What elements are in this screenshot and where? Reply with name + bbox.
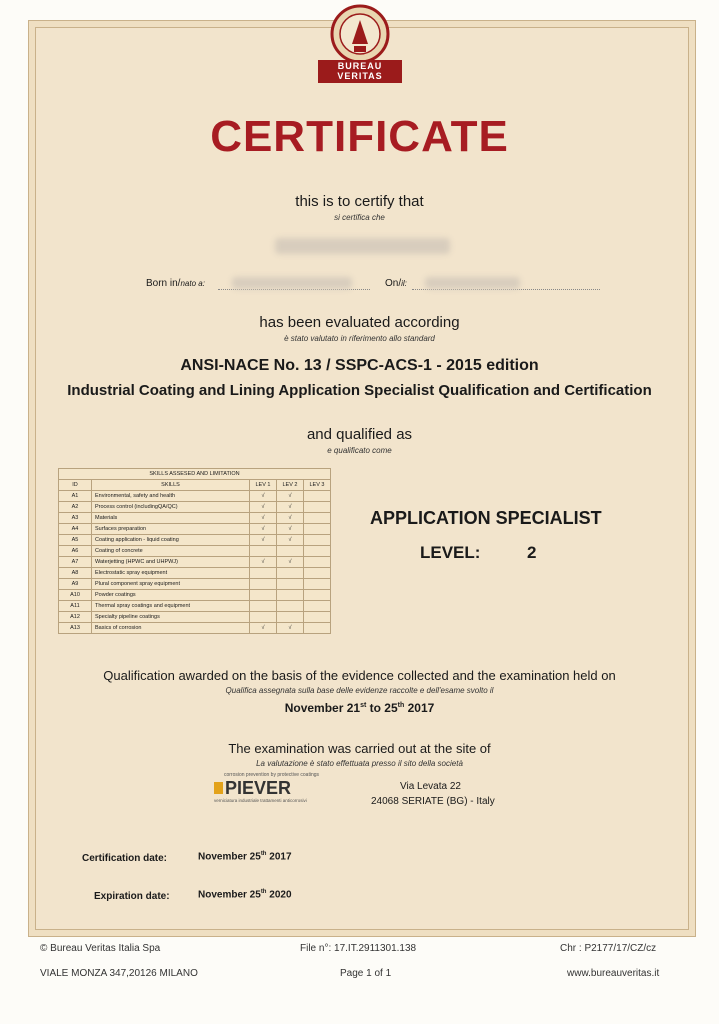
skill-name: Basics of corrosion bbox=[92, 623, 250, 634]
skill-id: A6 bbox=[59, 546, 92, 557]
skill-level-check: √ bbox=[250, 502, 277, 513]
level-label: LEVEL: bbox=[420, 543, 481, 562]
skill-level-check bbox=[304, 535, 331, 546]
skill-level-check bbox=[304, 601, 331, 612]
skill-name: Environmental, safety and health bbox=[92, 491, 250, 502]
skill-name: Process control (includingQA/QC) bbox=[92, 502, 250, 513]
qualified-text-italian: e qualificato come bbox=[327, 446, 392, 455]
evaluated-text: has been evaluated according bbox=[259, 314, 460, 331]
birthplace-redacted bbox=[232, 277, 352, 289]
skills-header-cell: LEV 1 bbox=[250, 480, 277, 491]
skill-level-check bbox=[277, 568, 304, 579]
bureau-veritas-logo bbox=[318, 60, 402, 83]
skill-id: A11 bbox=[59, 601, 92, 612]
skill-id: A8 bbox=[59, 568, 92, 579]
skill-level-check bbox=[250, 590, 277, 601]
skills-header-cell: SKILLS bbox=[92, 480, 250, 491]
holder-name-redacted bbox=[275, 238, 450, 254]
evaluated-text-italian: è stato valutato in riferimento allo standard bbox=[284, 334, 435, 343]
exam-dates-start: November 21 bbox=[284, 701, 361, 715]
skill-level-check bbox=[250, 546, 277, 557]
skill-name: Powder coatings bbox=[92, 590, 250, 601]
skill-level-check bbox=[250, 579, 277, 590]
skill-name: Electrostatic spray equipment bbox=[92, 568, 250, 579]
skill-level-check: √ bbox=[250, 557, 277, 568]
footer-file-number: File n°: 17.IT.2911301.138 bbox=[300, 943, 417, 954]
skill-level-check: √ bbox=[277, 502, 304, 513]
skill-name: Coating application - liquid coating bbox=[92, 535, 250, 546]
skill-level-check bbox=[304, 513, 331, 524]
skill-level-check: √ bbox=[277, 623, 304, 634]
skill-id: A13 bbox=[59, 623, 92, 634]
skill-level-check bbox=[250, 612, 277, 623]
skill-level-check bbox=[277, 590, 304, 601]
skill-id: A7 bbox=[59, 557, 92, 568]
skill-id: A12 bbox=[59, 612, 92, 623]
standard-title: Industrial Coating and Lining Application Specialist Qualification and Certification bbox=[67, 382, 652, 399]
footer-page: Page 1 of 1 bbox=[340, 968, 392, 979]
standard-code: ANSI-NACE No. 13 / SSPC-ACS-1 - 2015 edition bbox=[180, 357, 539, 374]
piever-subtitle: verniciatura industriale trattamenti anticorrosivi bbox=[214, 798, 307, 803]
born-line bbox=[218, 289, 370, 290]
skills-header-cell: ID bbox=[59, 480, 92, 491]
on-label-italian: il: bbox=[401, 279, 407, 288]
skill-level-check: √ bbox=[277, 557, 304, 568]
skill-id: A10 bbox=[59, 590, 92, 601]
skill-level-check bbox=[304, 590, 331, 601]
skill-id: A5 bbox=[59, 535, 92, 546]
skill-level-check bbox=[277, 546, 304, 557]
piever-name: PIEVER bbox=[225, 778, 292, 798]
skill-level-check: √ bbox=[277, 524, 304, 535]
skill-level-check bbox=[304, 612, 331, 623]
footer-chr: Chr : P2177/17/CZ/cz bbox=[560, 943, 657, 954]
skill-name: Surfaces preparation bbox=[92, 524, 250, 535]
cert-date-sup: th bbox=[260, 851, 267, 857]
certificate-title: CERTIFICATE bbox=[210, 112, 509, 161]
skills-row bbox=[59, 535, 331, 546]
skill-level-check bbox=[277, 612, 304, 623]
piever-mark-icon bbox=[214, 782, 223, 794]
footer-address: VIALE MONZA 347,20126 MILANO bbox=[40, 968, 198, 979]
skill-name: Coating of concrete bbox=[92, 546, 250, 557]
skills-table-caption: SKILLS ASSESED AND LIMITATION bbox=[59, 469, 331, 480]
site-address-line1: Via Levata 22 bbox=[400, 781, 461, 792]
skill-level-check: √ bbox=[277, 491, 304, 502]
exp-date-post: 2020 bbox=[266, 889, 292, 901]
skills-row bbox=[59, 568, 331, 579]
skills-row bbox=[59, 546, 331, 557]
skill-name: Plural component spray equipment bbox=[92, 579, 250, 590]
skill-id: A3 bbox=[59, 513, 92, 524]
skill-id: A4 bbox=[59, 524, 92, 535]
cert-date-label: Certification date: bbox=[82, 853, 168, 864]
skill-level-check bbox=[304, 579, 331, 590]
skill-name: Specialty pipeline coatings bbox=[92, 612, 250, 623]
skills-header-cell: LEV 2 bbox=[277, 480, 304, 491]
piever-tagline: corrosion prevention by protective coatings bbox=[223, 772, 320, 778]
skill-level-check: √ bbox=[250, 524, 277, 535]
certify-text-italian: si certifica che bbox=[334, 213, 385, 222]
on-label-text: On/ bbox=[385, 278, 402, 289]
on-label bbox=[385, 278, 407, 289]
skill-level-check bbox=[277, 579, 304, 590]
skill-level-check: √ bbox=[277, 535, 304, 546]
certify-text: this is to certify that bbox=[295, 193, 424, 210]
skill-level-check bbox=[304, 502, 331, 513]
award-text: Qualification awarded on the basis of the evidence collected and the examination held on bbox=[103, 668, 616, 683]
birthdate-redacted bbox=[425, 277, 520, 289]
on-line bbox=[412, 289, 600, 290]
qualified-text: and qualified as bbox=[306, 426, 413, 443]
skills-row bbox=[59, 623, 331, 634]
exam-dates-end: 2017 bbox=[404, 701, 435, 715]
skill-name: Thermal spray coatings and equipment bbox=[92, 601, 250, 612]
award-text-italian: Qualifica assegnata sulla base delle evidenze raccolte e dell'esame svolto il bbox=[225, 686, 494, 695]
skill-name: Materials bbox=[92, 513, 250, 524]
skill-level-check: √ bbox=[250, 491, 277, 502]
skill-level-check bbox=[304, 491, 331, 502]
skill-level-check bbox=[250, 568, 277, 579]
cert-date-post: 2017 bbox=[266, 851, 292, 863]
site-text-italian: La valutazione è stato effettuata presso il sito della società bbox=[256, 759, 463, 768]
skill-level-check: √ bbox=[250, 535, 277, 546]
skill-id: A1 bbox=[59, 491, 92, 502]
skills-row bbox=[59, 513, 331, 524]
exam-dates-mid: to 25 bbox=[366, 701, 398, 715]
born-label bbox=[146, 278, 205, 289]
qualification-title: APPLICATION SPECIALIST bbox=[370, 508, 602, 528]
skill-name: Waterjetting (HPWC and UHPWJ) bbox=[92, 557, 250, 568]
skill-id: A2 bbox=[59, 502, 92, 513]
skill-level-check bbox=[304, 557, 331, 568]
skills-row bbox=[59, 612, 331, 623]
site-address-line2: 24068 SERIATE (BG) - Italy bbox=[371, 796, 495, 807]
skills-table bbox=[58, 468, 331, 634]
skills-row bbox=[59, 579, 331, 590]
footer-url[interactable]: www.bureauveritas.it bbox=[567, 968, 660, 979]
level-value: 2 bbox=[527, 543, 537, 562]
exam-dates bbox=[0, 701, 719, 715]
skills-row bbox=[59, 601, 331, 612]
exam-dates-sup1: st bbox=[360, 702, 367, 709]
exp-date-value bbox=[198, 889, 292, 900]
born-label-text: Born in/ bbox=[146, 278, 181, 289]
skills-header-row bbox=[59, 480, 331, 491]
born-label-italian: nato a: bbox=[180, 279, 205, 288]
cert-date-value bbox=[198, 851, 292, 862]
exp-date-sup: th bbox=[260, 889, 267, 895]
skill-level-check bbox=[304, 524, 331, 535]
skill-level-check bbox=[304, 568, 331, 579]
skills-header-cell: LEV 3 bbox=[304, 480, 331, 491]
exp-date-label: Expiration date: bbox=[94, 891, 170, 902]
skill-level-check: √ bbox=[250, 513, 277, 524]
skill-level-check: √ bbox=[277, 513, 304, 524]
skills-row bbox=[59, 491, 331, 502]
skill-level-check bbox=[304, 546, 331, 557]
skill-level-check: √ bbox=[250, 623, 277, 634]
skills-row bbox=[59, 502, 331, 513]
site-text: The examination was carried out at the site of bbox=[228, 741, 491, 756]
footer-company: © Bureau Veritas Italia Spa bbox=[40, 943, 161, 954]
cert-date-pre: November 25 bbox=[198, 851, 261, 863]
skills-row bbox=[59, 590, 331, 601]
skill-id: A9 bbox=[59, 579, 92, 590]
skills-row bbox=[59, 557, 331, 568]
skills-row bbox=[59, 524, 331, 535]
skill-level-check bbox=[277, 601, 304, 612]
skill-level-check bbox=[304, 623, 331, 634]
skills-table-body bbox=[59, 491, 331, 634]
skill-level-check bbox=[250, 601, 277, 612]
exp-date-pre: November 25 bbox=[198, 889, 261, 901]
logo-line1: BUREAU bbox=[337, 61, 383, 71]
piever-logo bbox=[214, 772, 329, 810]
exam-dates-sup2: th bbox=[397, 702, 405, 709]
logo-line2: VERITAS bbox=[337, 71, 383, 81]
